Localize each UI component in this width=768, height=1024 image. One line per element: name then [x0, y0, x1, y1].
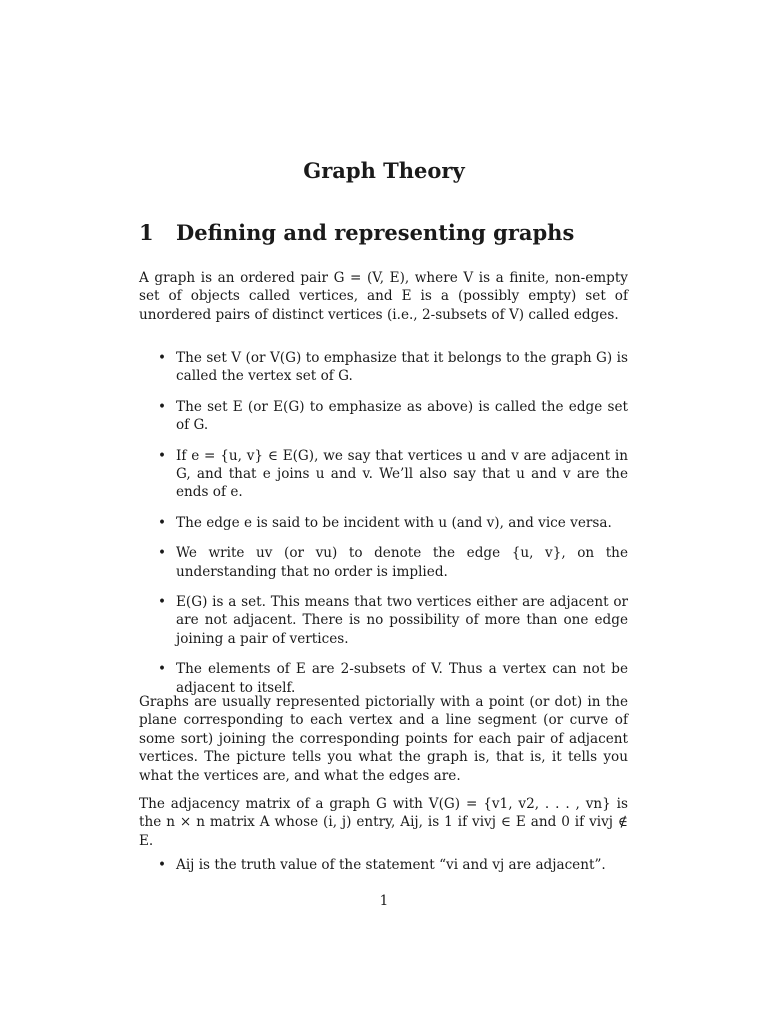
bullet-icon: • — [158, 398, 167, 415]
list-item — [158, 514, 628, 532]
list-item-text: The set V (or V(G) to emphasize that it belongs to the graph G) is called the vertex set of G. — [176, 350, 628, 385]
section-number: 1 — [139, 220, 154, 245]
list-item-text: E(G) is a set. This means that two vertices either are adjacent or are not adjacent. There is no possibility of more than one edge joining a pair of vertices. — [176, 594, 628, 647]
list-item — [158, 447, 628, 502]
list-item — [158, 593, 628, 648]
paragraph-pictorial-representation: Graphs are usually represented pictorially with a point (or dot) in the plane corresponding to each vertex and a line segment (or curve of some sort) joining the corresponding points for each pair of adjacent vertices. The picture tells you what the graph is, that is, it tells you what the vertices are, and what the edges are. — [139, 694, 628, 784]
list-item-text: The edge e is said to be incident with u (and v), and vice versa. — [176, 514, 612, 531]
document-title: Graph Theory — [303, 158, 465, 183]
bullet-list-definitions — [158, 349, 628, 697]
bullet-icon: • — [158, 661, 167, 678]
page-number: 1 — [379, 893, 389, 909]
bullet-icon: • — [158, 594, 167, 611]
bullet-icon: • — [158, 857, 167, 873]
bullet-icon: • — [158, 350, 167, 366]
list-item-text: We write uv (or vu) to denote the edge {u, v}, on the understanding that no order is implied. — [176, 545, 628, 580]
list-item — [158, 660, 628, 697]
bullet-icon: • — [158, 545, 167, 562]
list-item — [158, 856, 628, 874]
bullet-icon: • — [158, 514, 167, 531]
list-item-text: If e = {u, v} ∈ E(G), we say that vertices u and v are adjacent in G, and that e joins u and v. We’ll also say that u and v are the ends of e. — [176, 447, 628, 501]
section-title: Defining and representing graphs — [176, 220, 575, 245]
list-item-text: The elements of E are 2-subsets of V. Thus a vertex can not be adjacent to itself. — [176, 661, 628, 696]
list-item — [158, 349, 628, 386]
list-item-text: Aij is the truth value of the statement “vi and vj are adjacent”. — [176, 857, 606, 873]
bullet-list-adjacency — [158, 856, 628, 874]
list-item — [158, 398, 628, 435]
bullet-icon: • — [158, 447, 167, 464]
section-heading — [139, 220, 574, 245]
paragraph-graph-definition: A graph is an ordered pair G = (V, E), where V is a finite, non-empty set of objects called vertices, and E is a (possibly empty) set of unordered pairs of distinct vertices (i.e., 2-subsets of V) called edges. — [139, 270, 628, 323]
list-item — [158, 544, 628, 581]
list-item-text: The set E (or E(G) to emphasize as above) is called the edge set of G. — [176, 398, 628, 434]
paragraph-adjacency-matrix: The adjacency matrix of a graph G with V(G) = {v1, v2, . . . , vn} is the n × n matrix A whose (i, j) entry, Aij, is 1 if vivj ∈ E and 0 if vivj ∉ E. — [139, 796, 628, 849]
